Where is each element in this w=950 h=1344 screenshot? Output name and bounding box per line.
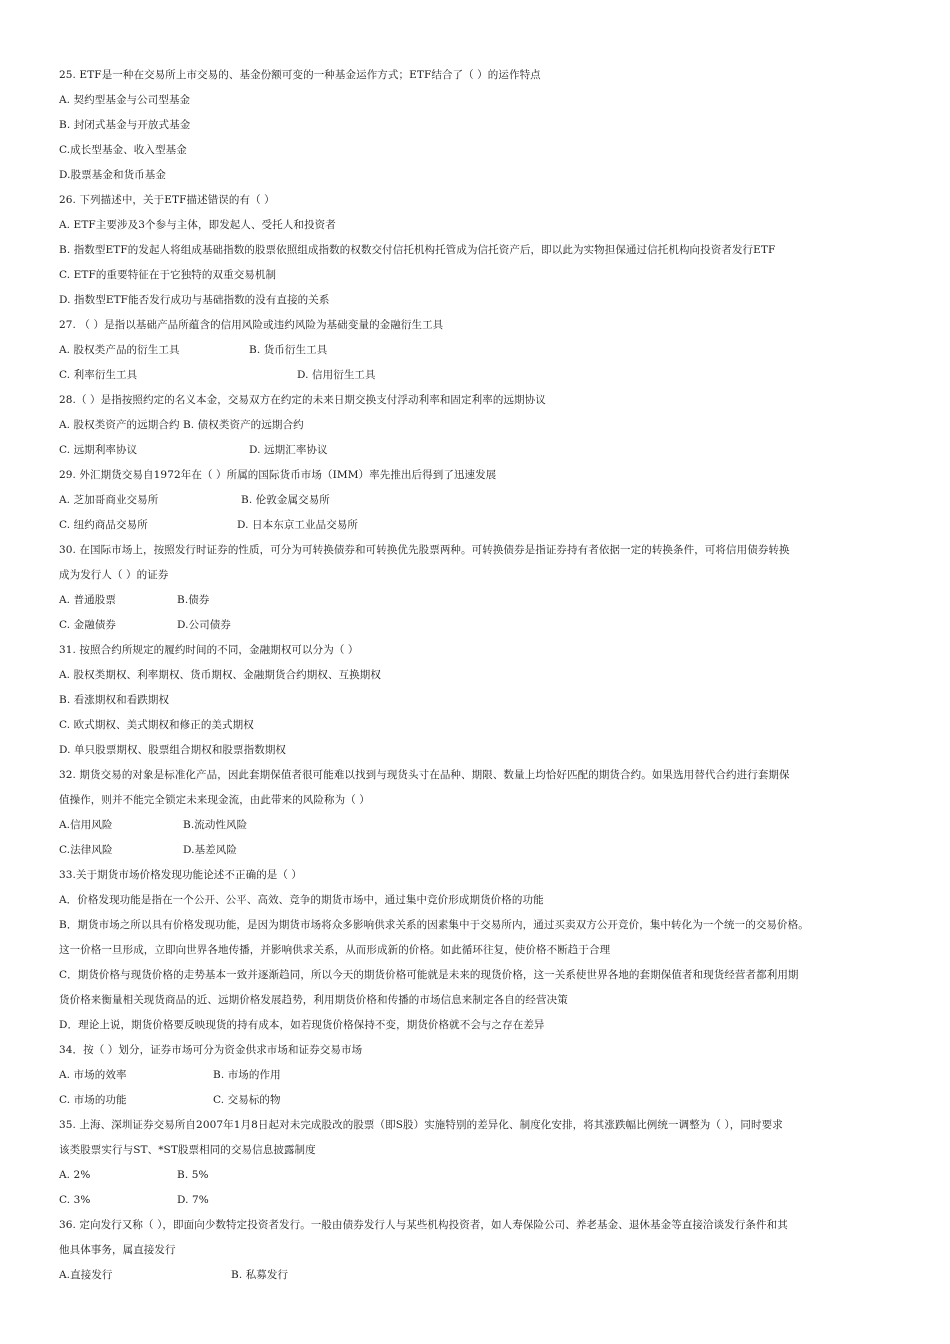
question-35-line2: 该类股票实行与ST、*ST股票相同的交易信息披露制度 [59,1144,316,1156]
option-33b-line2: 这一价格一旦形成，立即向世界各地传播，并影响供求关系，从而形成新的价格。如此循环往复，使价格不断趋于合理 [59,944,611,956]
option-34a: A. 市场的效率 [59,1069,127,1081]
option-33b-line1: B．期货市场之所以具有价格发现功能，是因为期货市场将众多影响供求关系的因素集中于交易所内，通过买卖双方公开竞价，集中转化为一个统一的交易价格。 [59,919,809,931]
option-35b: B. 5% [177,1169,209,1181]
option-33c-line2: 货价格来衡量相关现货商品的近、远期价格发展趋势，利用期货价格和传播的市场信息来制定各自的经营决策 [59,994,568,1006]
option-36b: B. 私募发行 [231,1269,289,1281]
question-29: 29. 外汇期货交易自1972年在（ ）所属的国际货币市场（IMM）率先推出后得到了迅速发展 [59,469,497,481]
option-36a: A.直接发行 [59,1269,113,1281]
option-29a: A. 芝加哥商业交易所 [59,494,159,506]
option-32c: C.法律风险 [59,844,113,856]
question-27: 27. （ ）是指以基础产品所蕴含的信用风险或违约风险为基础变量的金融衍生工具 [59,319,444,331]
option-32d: D.基差风险 [183,844,237,856]
option-27c: C. 利率衍生工具 [59,369,138,381]
option-31b: B. 看涨期权和看跌期权 [59,694,170,706]
option-26d: D. 指数型ETF能否发行成功与基础指数的没有直接的关系 [59,294,330,306]
option-28d: D. 远期汇率协议 [249,444,328,456]
option-35d: D. 7% [177,1194,209,1206]
option-31a: A. 股权类期权、利率期权、货币期权、金融期货合约期权、互换期权 [59,669,381,681]
option-35a: A. 2% [59,1169,91,1181]
option-33c-line1: C．期货价格与现货价格的走势基本一致并逐渐趋同，所以今天的期货价格可能就是未来的现货价格，这一关系使世界各地的套期保值者和现货经营者都利用期 [59,969,799,981]
question-36-line2: 他具体事务，属直接发行 [59,1244,176,1256]
question-31: 31. 按照合约所规定的履约时间的不同，金融期权可以分为（ ） [59,644,359,656]
question-34: 34．按（ ）划分，证券市场可分为资金供求市场和证券交易市场 [59,1044,363,1056]
option-33d: D．理论上说，期货价格要反映现货的持有成本，如若现货价格保持不变，期货价格就不会与之存在差异 [59,1019,545,1031]
question-32-line2: 值操作，则并不能完全锁定未来现金流，由此带来的风险称为（ ） [59,794,370,806]
option-27a: A. 股权类产品的衍生工具 [59,344,180,356]
option-30a: A. 普通股票 [59,594,116,606]
question-30-line1: 30. 在国际市场上，按照发行时证券的性质，可分为可转换债券和可转换优先股票两种。可转换债券是指证券持有者依据一定的转换条件，可将信用债券转换 [59,544,790,556]
option-35c: C. 3% [59,1194,91,1206]
option-33a: A．价格发现功能是指在一个公开、公平、高效、竞争的期货市场中，通过集中竞价形成期货价格的功能 [59,894,544,906]
option-31d: D. 单只股票期权、股票组合期权和股票指数期权 [59,744,287,756]
question-35-line1: 35. 上海、深圳证券交易所自2007年1月8日起对未完成股改的股票（即S股）实施特别的差异化、制度化安排，将其涨跌幅比例统一调整为（ ），同时要求 [59,1119,783,1131]
option-30c: C. 金融债券 [59,619,117,631]
question-36-line1: 36. 定向发行又称（ ），即面向少数特定投资者发行。一般由债券发行人与某些机构投资者，如人寿保险公司、养老基金、退休基金等直接洽谈发行条件和其 [59,1219,788,1231]
option-25b: B. 封闭式基金与开放式基金 [59,119,191,131]
option-32b: B.流动性风险 [183,819,248,831]
option-30d: D.公司债券 [177,619,231,631]
option-34c: C. 市场的功能 [59,1094,127,1106]
option-25c: C.成长型基金、收入型基金 [59,144,187,156]
option-31c: C. 欧式期权、美式期权和修正的美式期权 [59,719,254,731]
question-33: 33.关于期货市场价格发现功能论述不正确的是（ ） [59,869,303,881]
question-30-line2: 成为发行人（ ）的证券 [59,569,169,581]
option-25a: A. 契约型基金与公司型基金 [59,94,191,106]
option-30b: B.债券 [177,594,210,606]
option-34d: C. 交易标的物 [213,1094,281,1106]
option-26a: A. ETF主要涉及3个参与主体，即发起人、受托人和投资者 [59,219,336,231]
option-28c: C. 远期利率协议 [59,444,138,456]
option-25d: D.股票基金和货币基金 [59,169,166,181]
option-29d: D. 日本东京工业品交易所 [237,519,359,531]
option-26b: B. 指数型ETF的发起人将组成基础指数的股票依照组成指数的权数交付信托机构托管成为信托资产后，即以此为实物担保通过信托机构向投资者发行ETF [59,244,776,256]
option-29c: C. 纽约商品交易所 [59,519,148,531]
option-27b: B. 货币衍生工具 [249,344,328,356]
option-26c: C. ETF的重要特征在于它独特的双重交易机制 [59,269,277,281]
option-28ab: A. 股权类资产的远期合约 B. 债权类资产的远期合约 [59,419,304,431]
option-34b: B. 市场的作用 [213,1069,281,1081]
option-29b: B. 伦敦金属交易所 [241,494,330,506]
question-25: 25. ETF是一种在交易所上市交易的、基金份额可变的一种基金运作方式；ETF结合了（ ）的运作特点 [59,69,541,81]
question-28: 28.（ ）是指按照约定的名义本金，交易双方在约定的未来日期交换支付浮动利率和固定利率的远期协议 [59,394,546,406]
question-32-line1: 32. 期货交易的对象是标准化产品，因此套期保值者很可能难以找到与现货头寸在品种、期限、数量上均恰好匹配的期货合约。如果选用替代合约进行套期保 [59,769,790,781]
question-26: 26. 下列描述中，关于ETF描述错误的有（ ） [59,194,275,206]
option-27d: D. 信用衍生工具 [297,369,376,381]
option-32a: A.信用风险 [59,819,113,831]
